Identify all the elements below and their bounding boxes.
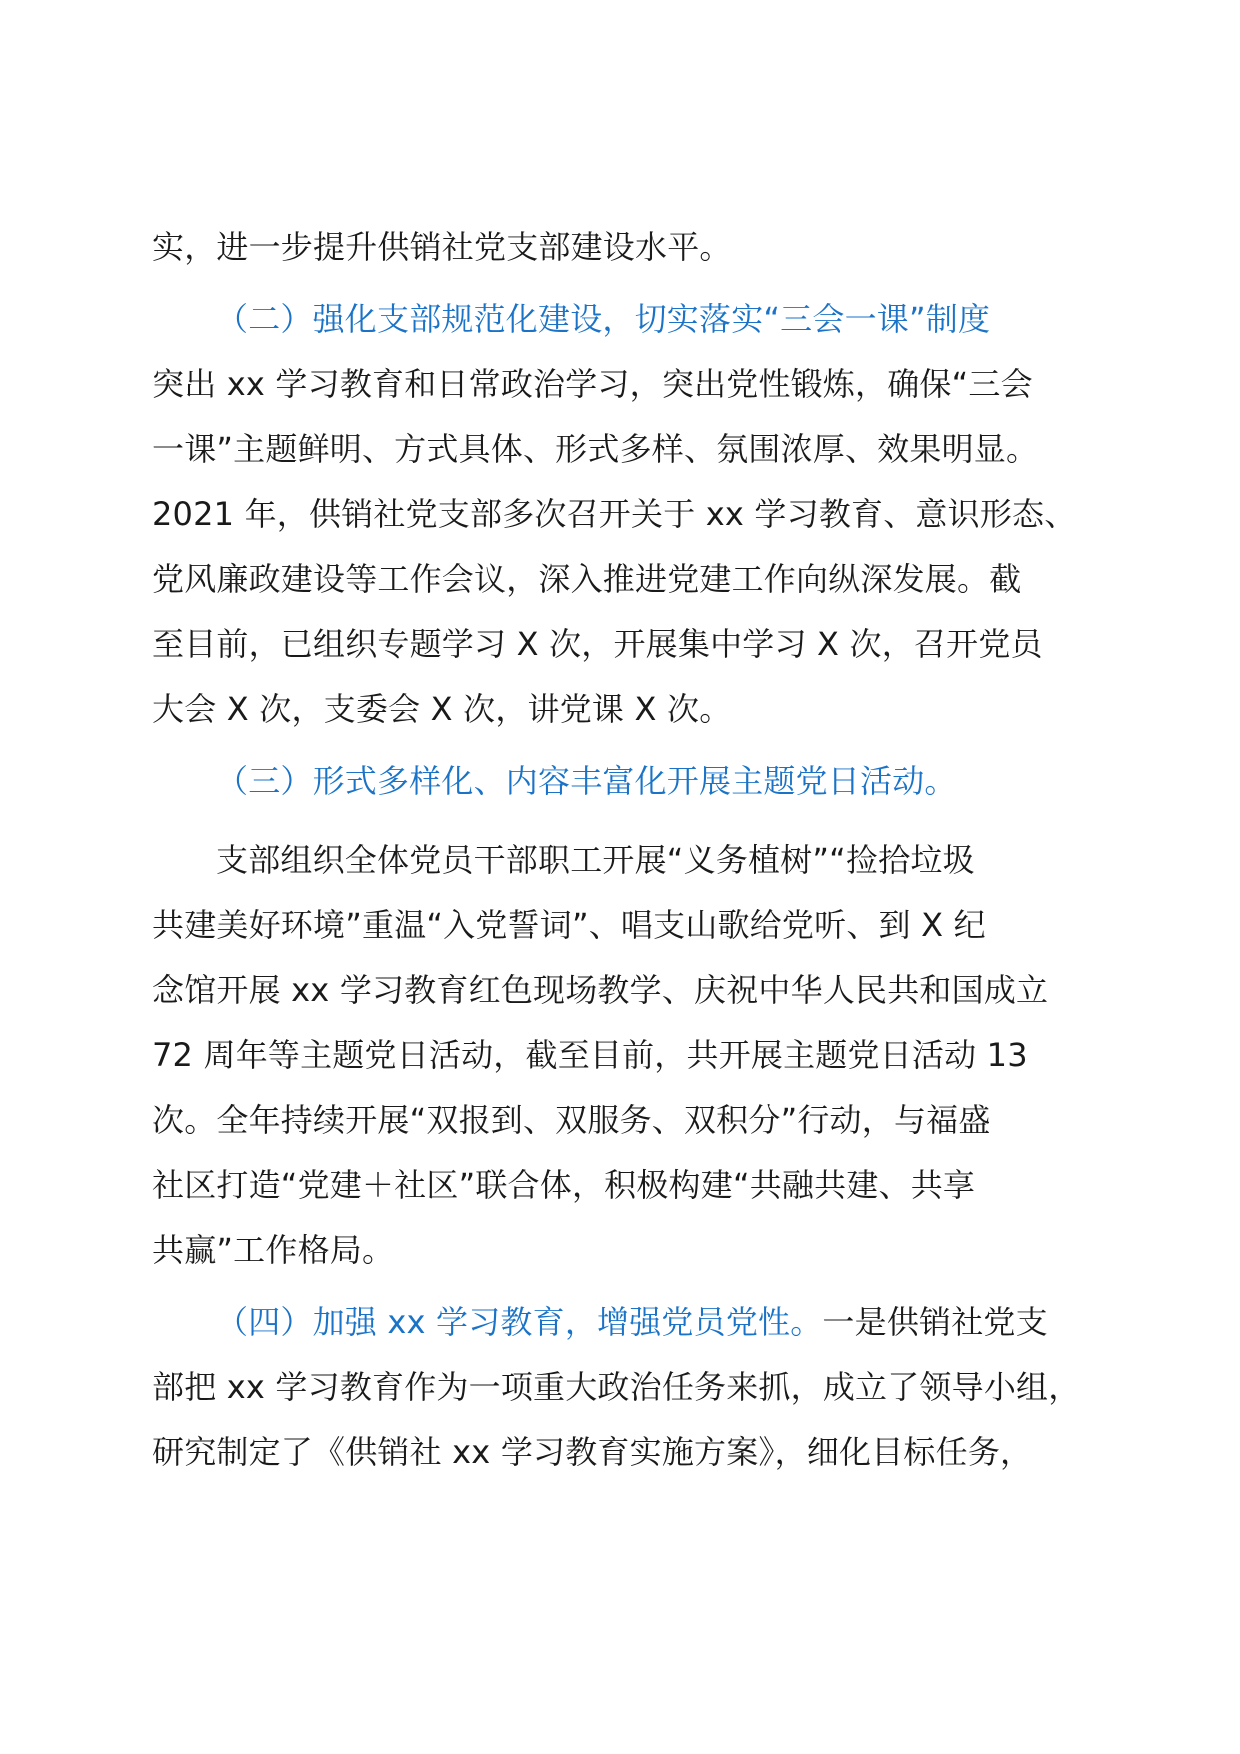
paragraph-line: 实，进一步提升供销社党支部建设水平。 (152, 228, 732, 266)
document-page (152, 215, 1112, 1485)
paragraph-line: 至目前，已组织专题学习 X 次，开展集中学习 X 次，召开党员 (152, 625, 1043, 663)
paragraph-line: 突出 xx 学习教育和日常政治学习，突出党性锻炼，确保“三会 (152, 365, 1033, 403)
paragraph-line: 念馆开展 xx 学习教育红色现场教学、庆祝中华人民共和国成立 (152, 971, 1049, 1009)
section-heading-4: （四）加强 xx 学习教育，增强党员党性。 (216, 1303, 823, 1341)
paragraph-line: 一课”主题鲜明、方式具体、形式多样、氛围浓厚、效果明显。 (152, 430, 1039, 468)
section-heading-3: （三）形式多样化、内容丰富化开展主题党日活动。 (216, 762, 957, 800)
paragraph-line: 党风廉政建设等工作会议，深入推进党建工作向纵深发展。截 (152, 560, 1022, 598)
paragraph-line: 2021 年，供销社党支部多次召开关于 xx 学习教育、意识形态、 (152, 495, 1077, 533)
paragraph-line: 部把 xx 学习教育作为一项重大政治任务来抓，成立了领导小组， (152, 1368, 1081, 1406)
paragraph-line: 共建美好环境”重温“入党誓词”、唱支山歌给党听、到 X 纪 (152, 906, 986, 944)
paragraph-line: 社区打造“党建＋社区”联合体，积极构建“共融共建、共享 (152, 1166, 976, 1204)
paragraph-line: 次。全年持续开展“双报到、双服务、双积分”行动，与福盛 (152, 1101, 991, 1139)
paragraph-text: 一是供销社党支 (822, 1303, 1048, 1341)
paragraph-line: 研究制定了《供销社 xx 学习教育实施方案》，细化目标任务， (152, 1433, 1033, 1471)
paragraph-line: 大会 X 次，支委会 X 次，讲党课 X 次。 (152, 690, 732, 728)
paragraph-line: 72 周年等主题党日活动，截至目前，共开展主题党日活动 13 (152, 1036, 1028, 1074)
section-heading-2: （二）强化支部规范化建设，切实落实“三会一课”制度 (216, 300, 991, 338)
paragraph-line: 支部组织全体党员干部职工开展“义务植树”“捡拾垃圾 (216, 841, 975, 879)
paragraph-line: 共赢”工作格局。 (152, 1231, 395, 1269)
paragraph-line (152, 1290, 1112, 1355)
